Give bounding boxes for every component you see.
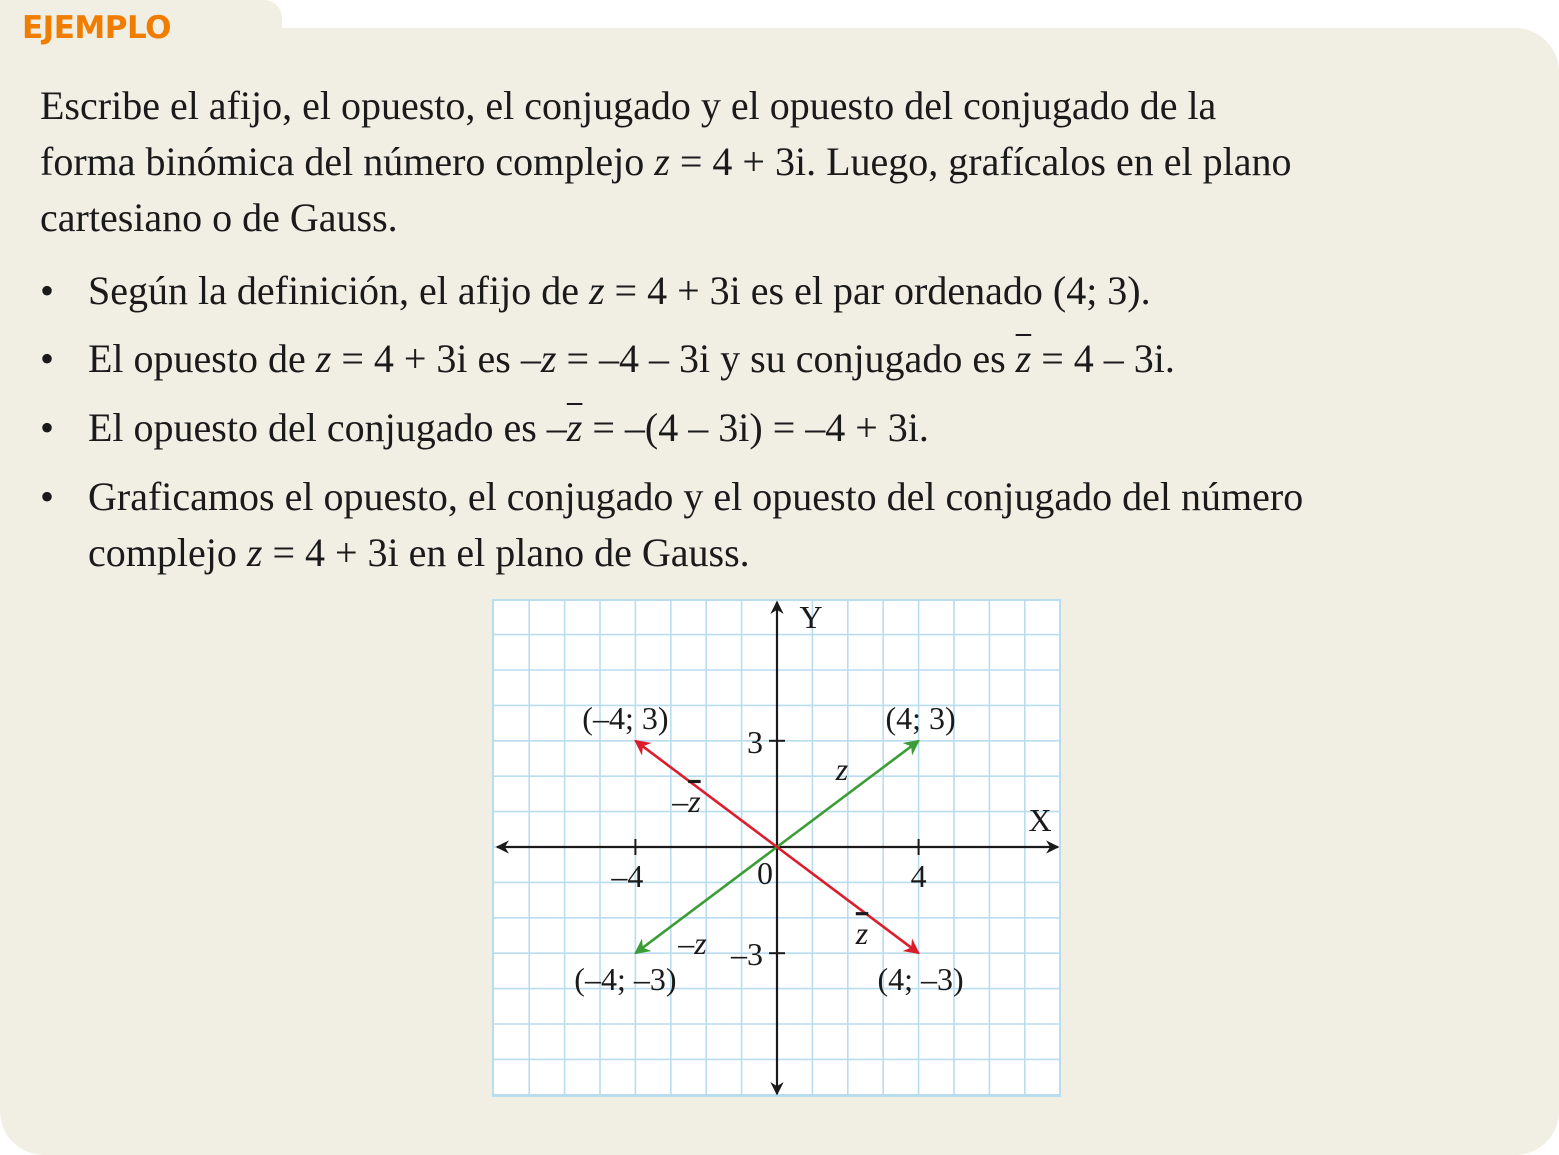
point-label: (–4; 3) [582,699,669,736]
bullet-dot: • [40,474,55,519]
origin-label: 0 [757,855,773,891]
bullet-2: El opuesto de z = 4 + 3i es –z = –4 – 3i y su conjugado es $\overline{z} = 4 - 3i$. [88,336,1175,381]
vector-label: z [835,750,849,787]
bullet-dot: • [40,405,55,450]
intro-line-2: forma binómica del número complejo z = 4 + 3i. Luego, grafícalos en el plano [40,139,1292,184]
point-label: (–4; –3) [574,961,677,998]
bullet-dot: • [40,268,55,313]
vector-label: –z [678,925,707,962]
x-tick-label: –4 [611,858,644,894]
bullet-3: El opuesto del conjugado es $-\overline{z} = -(4 - 3i) = -4 + 3i$. [88,405,929,450]
example-label: EJEMPLO [22,10,171,46]
x-tick-label: 4 [910,858,927,894]
bullet-dot: • [40,336,55,381]
intro-line-1: Escribe el afijo, el opuesto, el conjugado y el opuesto del conjugado de la [40,83,1217,128]
y-tick-label: 3 [747,723,763,760]
bullet-4-line-2: complejo z = 4 + 3i en el plano de Gauss. [88,530,750,575]
y-axis-label: Y [799,599,823,635]
vector-label: z [855,915,869,952]
point-label: (4; –3) [877,961,964,998]
vector-label: –z [672,782,701,819]
x-axis-label: X [1028,802,1052,838]
point-label: (4; 3) [885,699,956,736]
intro-line-3: cartesiano o de Gauss. [40,195,398,240]
bullet-4-line-1: Graficamos el opuesto, el conjugado y el opuesto del conjugado del número [88,474,1304,519]
bullet-1: Según la definición, el afijo de z = 4 + 3i es el par ordenado (4; 3). [88,268,1151,313]
y-tick-label: –3 [731,936,763,973]
